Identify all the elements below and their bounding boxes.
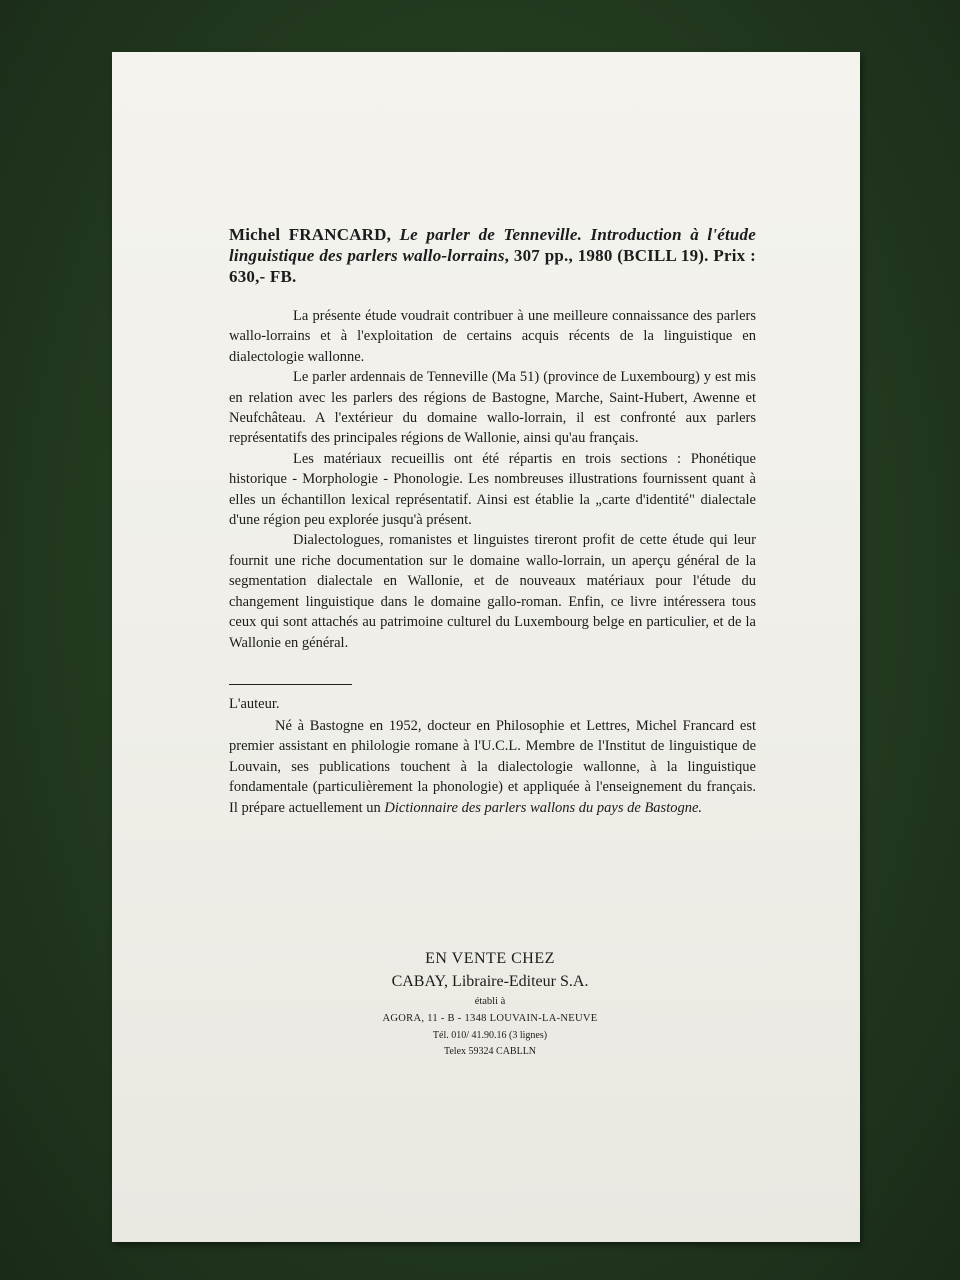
sales-heading: EN VENTE CHEZ (425, 950, 555, 967)
description (229, 306, 756, 653)
author-bio-text: Né à Bastogne en 1952, docteur en Philosophie et Lettres, Michel Francard est premier assistant en philologie romane à l'U.C.L. Membre de l'Institut de linguistique de Louvain, ses publications touchent à la dialectologie wallonne, à la linguistique fondamentale (particulièrement la phonologie) et appliquée à l'enseignement du français. Il prépare actuellement un (229, 718, 756, 816)
author-bio-paragraph (229, 716, 756, 818)
section-divider (229, 684, 352, 685)
author-bio (229, 716, 756, 818)
publisher-info (300, 948, 680, 1060)
description-paragraph: Dialectologues, romanistes et linguistes tireront profit de cette étude qui leur fournit une riche documentation sur le domaine wallo-lorrain, un aperçu général de la segmentation dialectale en Wallonie, et de nouveaux matériaux pour l'étude du changement linguistique dans le domaine gallo-roman. Enfin, ce livre intéressera tous ceux qui sont attachés au patrimoine culturel du Luxembourg belge en particulier, et de la Wallonie en général. (229, 532, 756, 651)
book-title: Le parler de Tenneville. Introduction à l'étude linguistique des parlers wallo-lorrains (229, 225, 756, 265)
publisher-phone: Tél. 010/ 41.90.16 (3 lignes) (432, 1030, 548, 1041)
author-heading: L'auteur. (229, 696, 280, 712)
book-details: , 307 pp., 1980 (BCILL 19). Prix : 630,- FB. (229, 246, 756, 286)
description-paragraph: La présente étude voudrait contribuer à une meilleure connaissance des parlers wallo-lorrains et à l'exploitation de certains acquis récents de la linguistique en dialectologie wallonne. (229, 308, 756, 365)
author-name: Michel FRANCARD, (229, 225, 392, 244)
description-paragraph: Le parler ardennais de Tenneville (Ma 51) (province de Luxembourg) y est mis en relation avec les parlers des régions de Bastogne, Marche, Saint-Hubert, Awenne et Neufchâteau. A l'extérieur du domaine wallo-lorrain, il est confronté aux parlers représentatifs des principales régions de Wallonie, ainsi qu'au français. (229, 369, 756, 447)
publisher-telex: Telex 59324 CABLLN (443, 1046, 537, 1057)
book-reference (229, 224, 756, 287)
forthcoming-work-title: Dictionnaire des parlers wallons du pays de Bastogne. (384, 799, 703, 816)
publisher-name: CABAY, Libraire-Editeur S.A. (391, 973, 589, 990)
publisher-address: AGORA, 11 - B - 1348 LOUVAIN-LA-NEUVE (382, 1013, 598, 1024)
publisher-established: établi à (474, 996, 506, 1007)
description-paragraph: Les matériaux recueillis ont été répartis en trois sections : Phonétique historique - Morphologie - Phonologie. Les nombreuses illustrations fournissent quant à elles un échantillon lexical représentatif. Ainsi est établie la „carte d'identité" dialectale d'une région peu explorée jusqu'à présent. (229, 450, 756, 529)
